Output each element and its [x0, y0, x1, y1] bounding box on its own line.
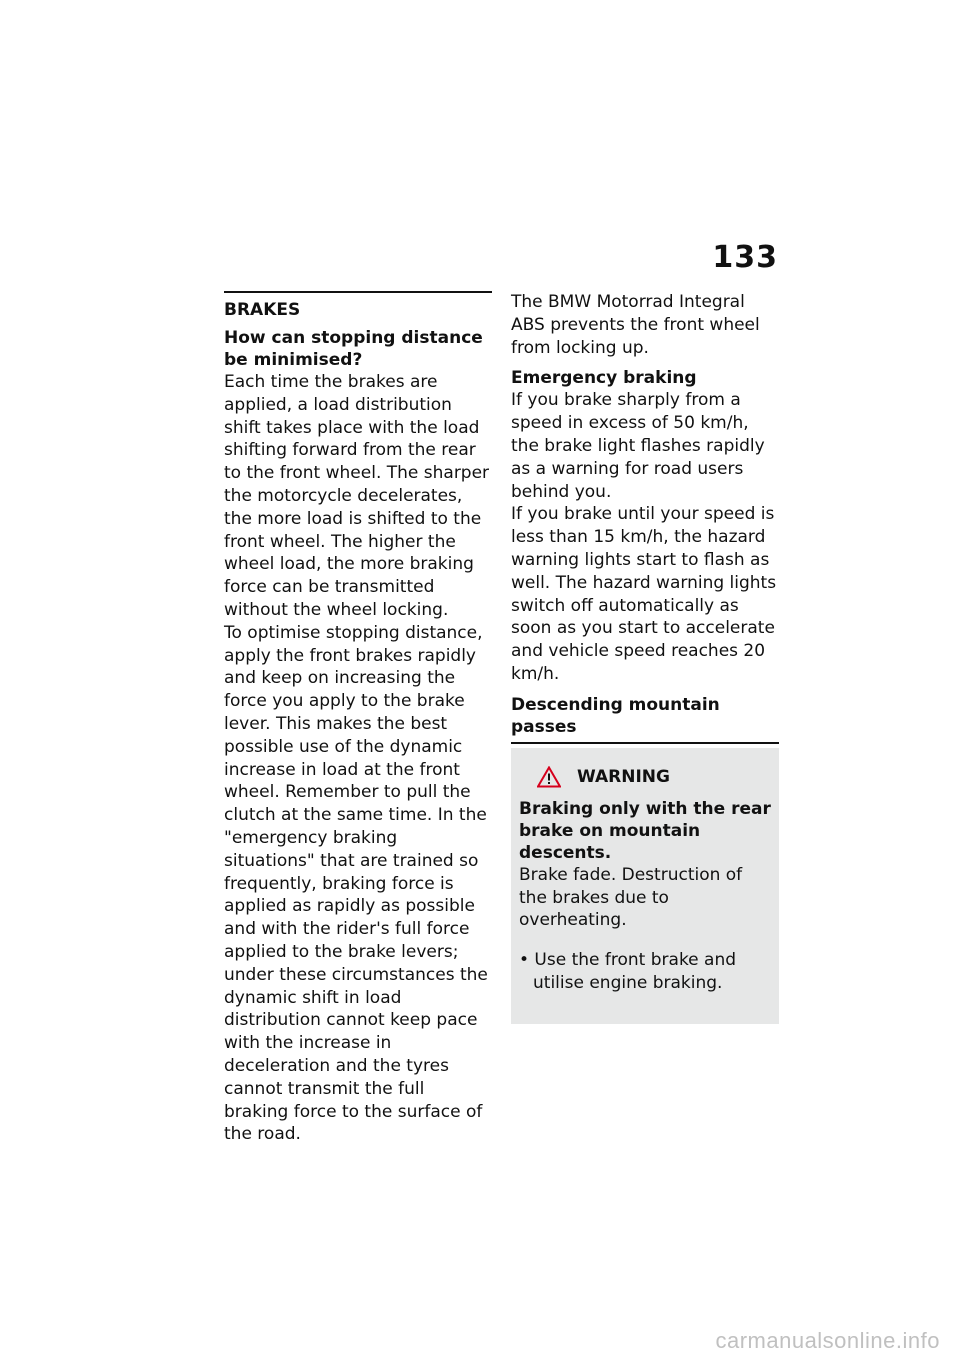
watermark: carmanualsonline.info — [715, 1328, 940, 1353]
warning-hazard-text: Braking only with the rear brake on mountain descents. — [519, 798, 771, 863]
descending-heading: Descending mountain passes — [511, 694, 779, 744]
paragraph-abs: The BMW Motorrad Integral ABS prevents the front wheel from locking up. — [511, 292, 760, 358]
question-heading: How can stopping distance be minimised? — [224, 328, 483, 370]
emergency-braking-heading: Emergency braking — [511, 368, 697, 389]
right-column — [511, 291, 779, 1024]
paragraph-hazard-lights: If you brake until your speed is less than 15 km/h, the hazard warning lights start to flash as well. The hazard warning lights switch off automatically as soon as you start to accelerate and vehicle speed reaches 20 km/h. — [511, 504, 777, 684]
paragraph-optimise: To optimise stopping distance, apply the front brakes rapidly and keep on increasing the force you apply to the brake lever. This makes the best possible use of the dynamic increase in load at the front wheel. Remember to pull the clutch at the same time. In the "emergency braking situations" that are trained so frequently, braking force is applied as rapidly as possible and with the rider's full force applied to the brake levers; under these circumstances the dynamic shift in load distribution cannot keep pace with the increase in deceleration and the tyres cannot transmit the full braking force to the surface of the road. — [224, 622, 488, 1145]
warning-triangle-icon — [537, 766, 561, 788]
paragraph-load-shift: Each time the brakes are applied, a load distribution shift takes place with the load shifting forward from the rear to the front wheel. The sharper the motorcycle decelerates, the more load is shifted to the front wheel. The higher the wheel load, the more braking force can be transmitted without the wheel locking. — [224, 372, 490, 620]
section-rule — [224, 291, 492, 293]
section-title: BRAKES — [224, 300, 301, 320]
left-column — [224, 291, 492, 1146]
warning-label: WARNING — [577, 766, 670, 787]
warning-consequence: Brake fade. Destruction of the brakes due to overheating. — [519, 864, 743, 931]
warning-box — [511, 748, 779, 1024]
paragraph-brake-light: If you brake sharply from a speed in excess of 50 km/h, the brake light flashes rapidly as a warning for road users behind you. — [511, 390, 765, 502]
page-number: 133 — [712, 240, 778, 275]
warning-header — [537, 766, 771, 788]
warning-bullet: • Use the front brake and utilise engine braking. — [519, 950, 737, 993]
